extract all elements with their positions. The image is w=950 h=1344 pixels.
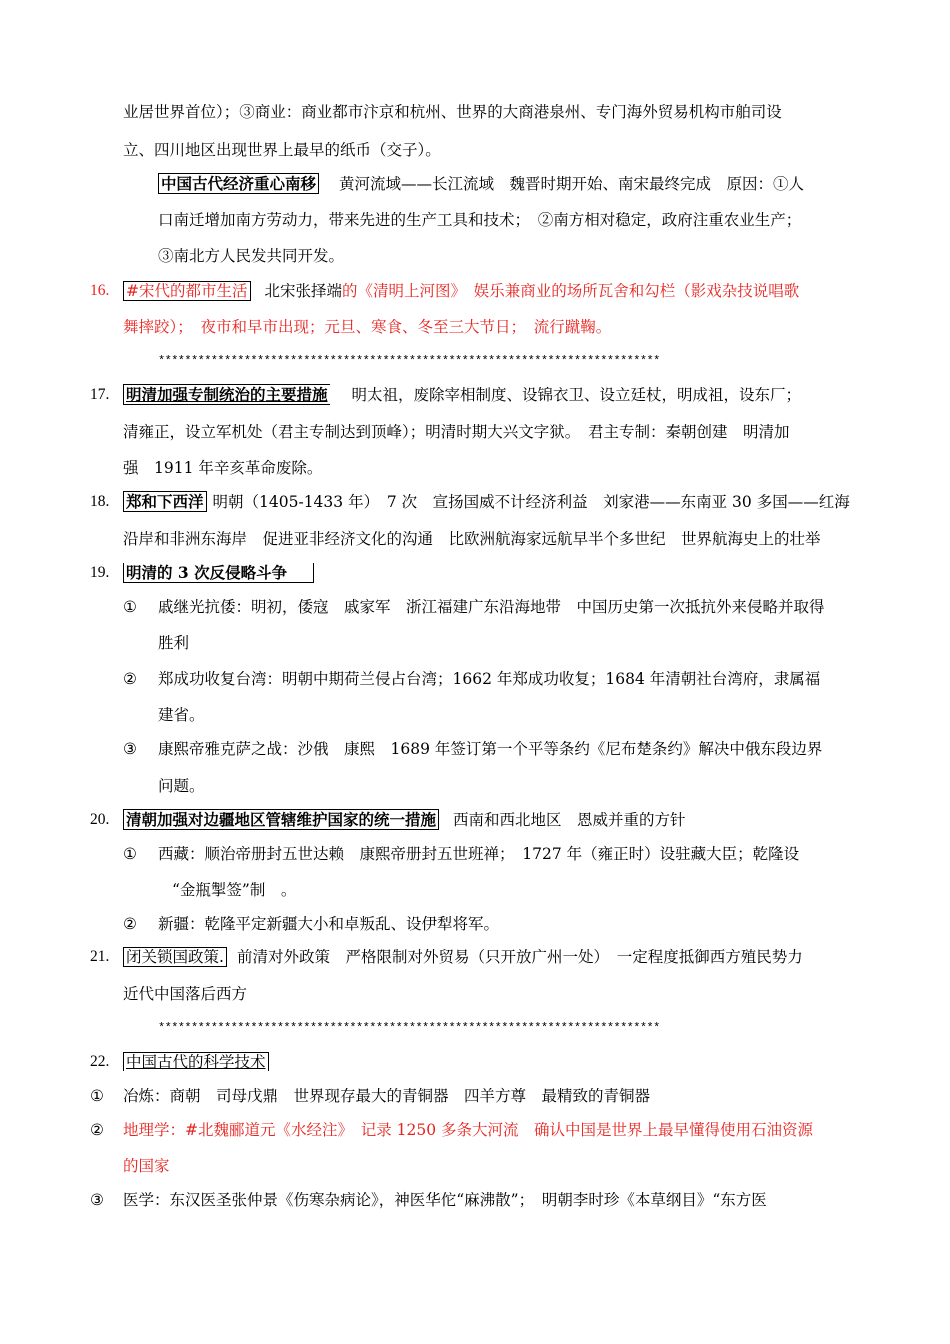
s15-title: 中国古代经济重心南移 <box>158 173 319 194</box>
s18-line-1: 明朝（1405-1433 年） 7 次 宣扬国威不计经济利益 刘家港——东南亚 30 多国——红海 <box>212 493 850 511</box>
s17-number: 17. <box>90 386 110 403</box>
s20-item-1-line-1: 西藏：顺治帝册封五世达赖 康熙帝册封五世班禅； 1727 年（雍正时）设驻藏大臣；乾隆设 <box>158 845 800 863</box>
s19-item-2-mark: ② <box>123 670 137 688</box>
s17-line-2: 清雍正，设立军机处（君主专制达到顶峰）；明清时期大兴文字狱。 君主专制：秦朝创建 明清加 <box>123 423 790 441</box>
s21-line-2: 近代中国落后西方 <box>123 985 248 1003</box>
s16-title: #宋代的都市生活 <box>123 281 251 301</box>
s19-item-1-mark: ① <box>123 598 137 616</box>
s17-line-3: 强 1911 年辛亥革命废除。 <box>123 459 323 477</box>
s15-line-4: 口南迁增加南方劳动力，带来先进的生产工具和技术； ②南方相对稳定，政府注重农业生产； <box>158 211 802 229</box>
s21-line-1: 前清对外政策 严格限制对外贸易（只开放广州一处） 一定程度抵御西方殖民势力 <box>236 948 803 966</box>
s15-line-3: 黄河流域——长江流域 魏晋时期开始、南宋最终完成 原因：①人 <box>339 175 805 193</box>
s22-title-line <box>123 1052 269 1072</box>
s15-title-line <box>158 174 804 194</box>
s22-item-2-line-2: 的国家 <box>123 1157 170 1175</box>
s15-line-5: ③南北方人民发共同开发。 <box>158 247 345 265</box>
s15-line-1: 业居世界首位）；③商业：商业都市汴京和杭州、世界的大商港泉州、专门海外贸易机构市舶司设 <box>123 103 782 121</box>
s18-title: 郑和下西洋 <box>123 491 207 512</box>
s21-title: 闭关锁国政策. <box>123 947 227 967</box>
s19-item-3-mark: ③ <box>123 740 137 758</box>
separator-stars-2: **************************************************************************** <box>158 1021 660 1035</box>
s20-title: 清朝加强对边疆地区管辖维护国家的统一措施 <box>123 809 439 830</box>
s21-number: 21. <box>90 948 110 965</box>
s18-line-2: 沿岸和非洲东海岸 促进亚非经济文化的沟通 比欧洲航海家远航早半个多世纪 世界航海史上的壮举 <box>123 530 821 548</box>
separator-stars-1: **************************************************************************** <box>158 354 660 368</box>
s22-item-3-line-1: 医学：东汉医圣张仲景《伤寒杂病论》，神医华佗“麻沸散”； 明朝李时珍《本草纲目》“东方医 <box>123 1191 767 1209</box>
s19-item-3-line-2: 问题。 <box>158 777 205 795</box>
s22-item-1-line-1: 冶炼：商朝 司母戊鼎 世界现存最大的青铜器 四羊方尊 最精致的青铜器 <box>123 1087 651 1105</box>
s20-item-2-line-1: 新疆：乾隆平定新疆大小和卓叛乱、设伊犁将军。 <box>158 915 500 933</box>
s16-line-2: 舞摔跤）； 夜市和早市出现；元旦、寒食、冬至三大节日； 流行蹴鞠。 <box>123 318 612 336</box>
s22-item-2-line-1: 地理学：#北魏郦道元《水经注》 记录 1250 多条大河流 确认中国是世界上最早懂得使用石油资源 <box>123 1121 814 1139</box>
s22-item-3-mark: ③ <box>90 1191 104 1209</box>
s16-number: 16. <box>90 282 110 299</box>
s19-item-1-line-2: 胜利 <box>158 634 190 652</box>
s19-item-3-line-1: 康熙帝雅克萨之战：沙俄 康熙 1689 年签订第一个平等条约《尼布楚条约》解决中俄东段边界 <box>158 740 823 758</box>
s16-line-1b: 的《清明上河图》 娱乐兼商业的场所瓦舍和勾栏（影戏杂技说唱歌 <box>342 282 800 300</box>
s19-item-2-line-2: 建省。 <box>158 706 205 724</box>
s20-number: 20. <box>90 811 110 828</box>
s20-item-2-mark: ② <box>123 915 137 933</box>
s17-title: 明清加强专制统治的主要措施 <box>123 384 330 405</box>
s15-line-2: 立、四川地区出现世界上最早的纸币（交子）。 <box>123 141 441 159</box>
s21-title-line <box>123 947 803 967</box>
s22-item-1-mark: ① <box>90 1087 104 1105</box>
s20-title-line <box>123 810 686 830</box>
s22-number: 22. <box>90 1053 110 1070</box>
s22-item-2-mark: ② <box>90 1121 104 1139</box>
s22-title: 中国古代的科学技术 <box>123 1052 269 1071</box>
s18-number: 18. <box>90 493 110 510</box>
s19-title: 明清的 3 次反侵略斗争 <box>123 563 314 583</box>
s17-title-line <box>123 385 801 405</box>
s19-number: 19. <box>90 564 110 581</box>
s16-line-1a: 北宋张择端 <box>264 282 343 300</box>
s18-title-line <box>123 492 850 512</box>
s16-title-line <box>123 281 799 301</box>
s17-line-1: 明太祖，废除宰相制度、设锦衣卫、设立廷杖，明成祖，设东厂； <box>351 386 802 404</box>
s20-item-1-mark: ① <box>123 845 137 863</box>
s19-item-1-line-1: 戚继光抗倭：明初，倭寇 戚家军 浙江福建广东沿海地带 中国历史第一次抵抗外来侵略并取得 <box>158 598 825 616</box>
s19-title-line <box>123 563 314 583</box>
s19-item-2-line-1: 郑成功收复台湾：明朝中期荷兰侵占台湾；1662 年郑成功收复；1684 年清朝社台湾府，隶属福 <box>158 670 821 688</box>
s20-item-1-line-2: “金瓶掣签”制 。 <box>172 881 297 899</box>
s20-line-1: 西南和西北地区 恩威并重的方针 <box>453 811 686 829</box>
